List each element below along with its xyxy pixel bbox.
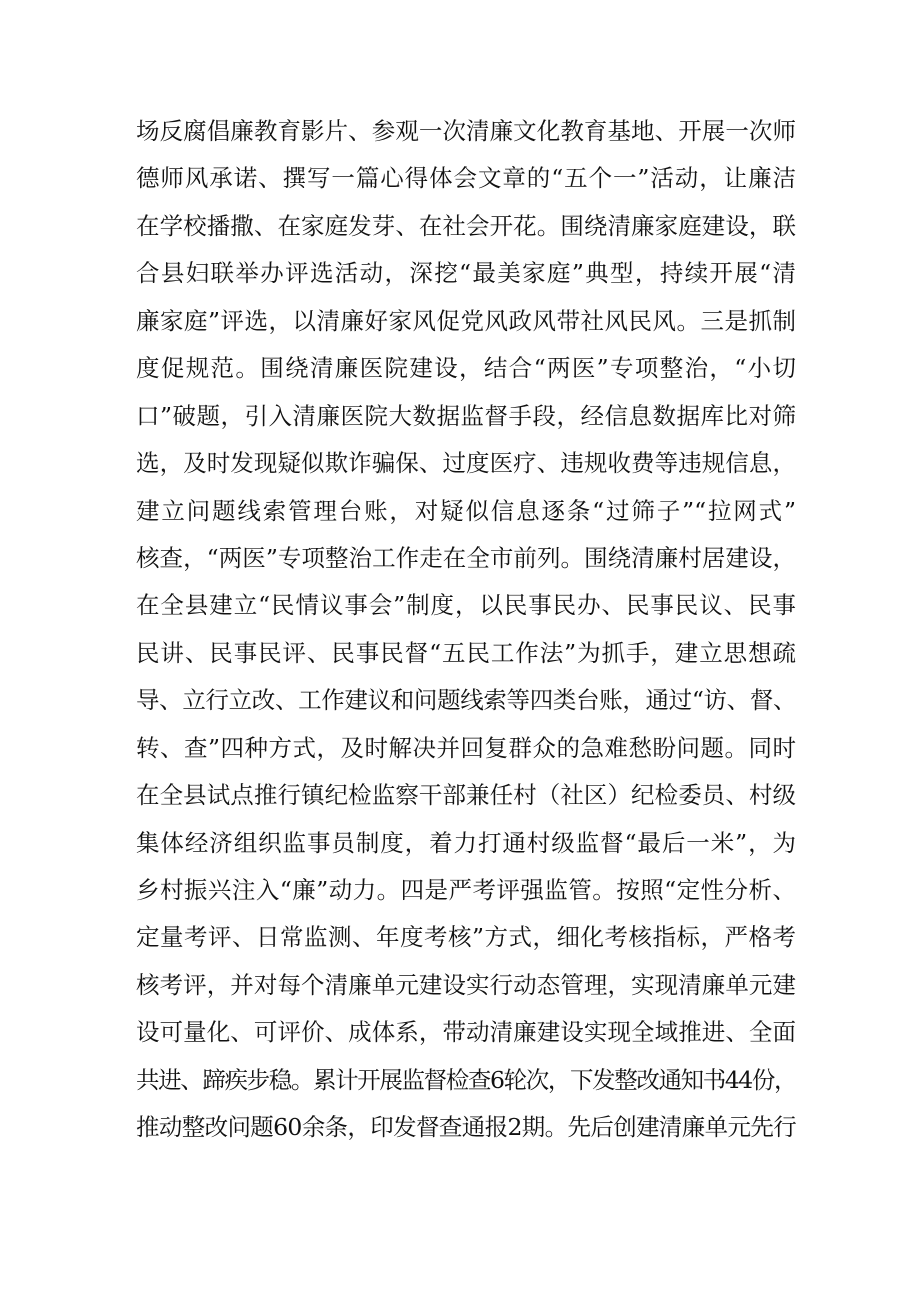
text-line-3: 在学校播撒、在家庭发芽、在社会开花。围绕清廉家庭建设，联 — [136, 211, 796, 240]
text-line-13: 导、立行立改、工作建议和问题线索等四类台账，通过“访、督、 — [136, 686, 796, 715]
text-line-9: 建立问题线索管理台账，对疑似信息逐条“过筛子”“拉网式” — [136, 496, 796, 525]
text-line-11: 在全县建立“民情议事会”制度，以民事民办、民事民议、民事 — [136, 591, 796, 620]
text-line-21: 共进、蹄疾步稳。累计开展监督检查6轮次，下发整改通知书44份， — [136, 1065, 796, 1094]
text-line-14: 转、查”四种方式，及时解决并回复群众的急难愁盼问题。同时 — [136, 733, 796, 762]
text-line-18: 定量考评、日常监测、年度考核”方式，细化考核指标，严格考 — [136, 923, 796, 952]
text-line-10: 核查，“两医”专项整治工作走在全市前列。围绕清廉村居建设， — [136, 543, 796, 572]
text-line-16: 集体经济组织监事员制度，着力打通村级监督“最后一米”，为 — [136, 828, 796, 857]
text-line-6: 度促规范。围绕清廉医院建设，结合“两医”专项整治，“小切 — [136, 354, 796, 383]
text-line-5: 廉家庭”评选，以清廉好家风促党风政风带社风民风。三是抓制 — [136, 306, 796, 335]
text-line-17: 乡村振兴注入“廉”动力。四是严考评强监管。按照“定性分析、 — [136, 876, 796, 904]
text-line-4: 合县妇联举办评选活动，深挖“最美家庭”典型，持续开展“清 — [136, 259, 796, 288]
text-line-20: 设可量化、可评价、成体系，带动清廉建设实现全域推进、全面 — [136, 1018, 796, 1047]
text-line-2: 德师风承诺、撰写一篇心得体会文章的“五个一”活动，让廉洁 — [136, 164, 796, 193]
text-line-7: 口”破题，引入清廉医院大数据监督手段，经信息数据库比对筛 — [136, 401, 796, 430]
text-line-22: 推动整改问题60余条，印发督查通报2期。先后创建清廉单元先行 — [136, 1113, 796, 1142]
text-line-19: 核考评，并对每个清廉单元建设实行动态管理，实现清廉单元建 — [136, 970, 796, 999]
body-text — [136, 108, 796, 1152]
text-line-15: 在全县试点推行镇纪检监察干部兼任村（社区）纪检委员、村级 — [136, 781, 796, 810]
text-line-12: 民讲、民事民评、民事民督“五民工作法”为抓手，建立思想疏 — [136, 638, 796, 667]
text-line-8: 选，及时发现疑似欺诈骗保、过度医疗、违规收费等违规信息， — [136, 449, 796, 478]
text-line-1: 场反腐倡廉教育影片、参观一次清廉文化教育基地、开展一次师 — [136, 117, 796, 145]
